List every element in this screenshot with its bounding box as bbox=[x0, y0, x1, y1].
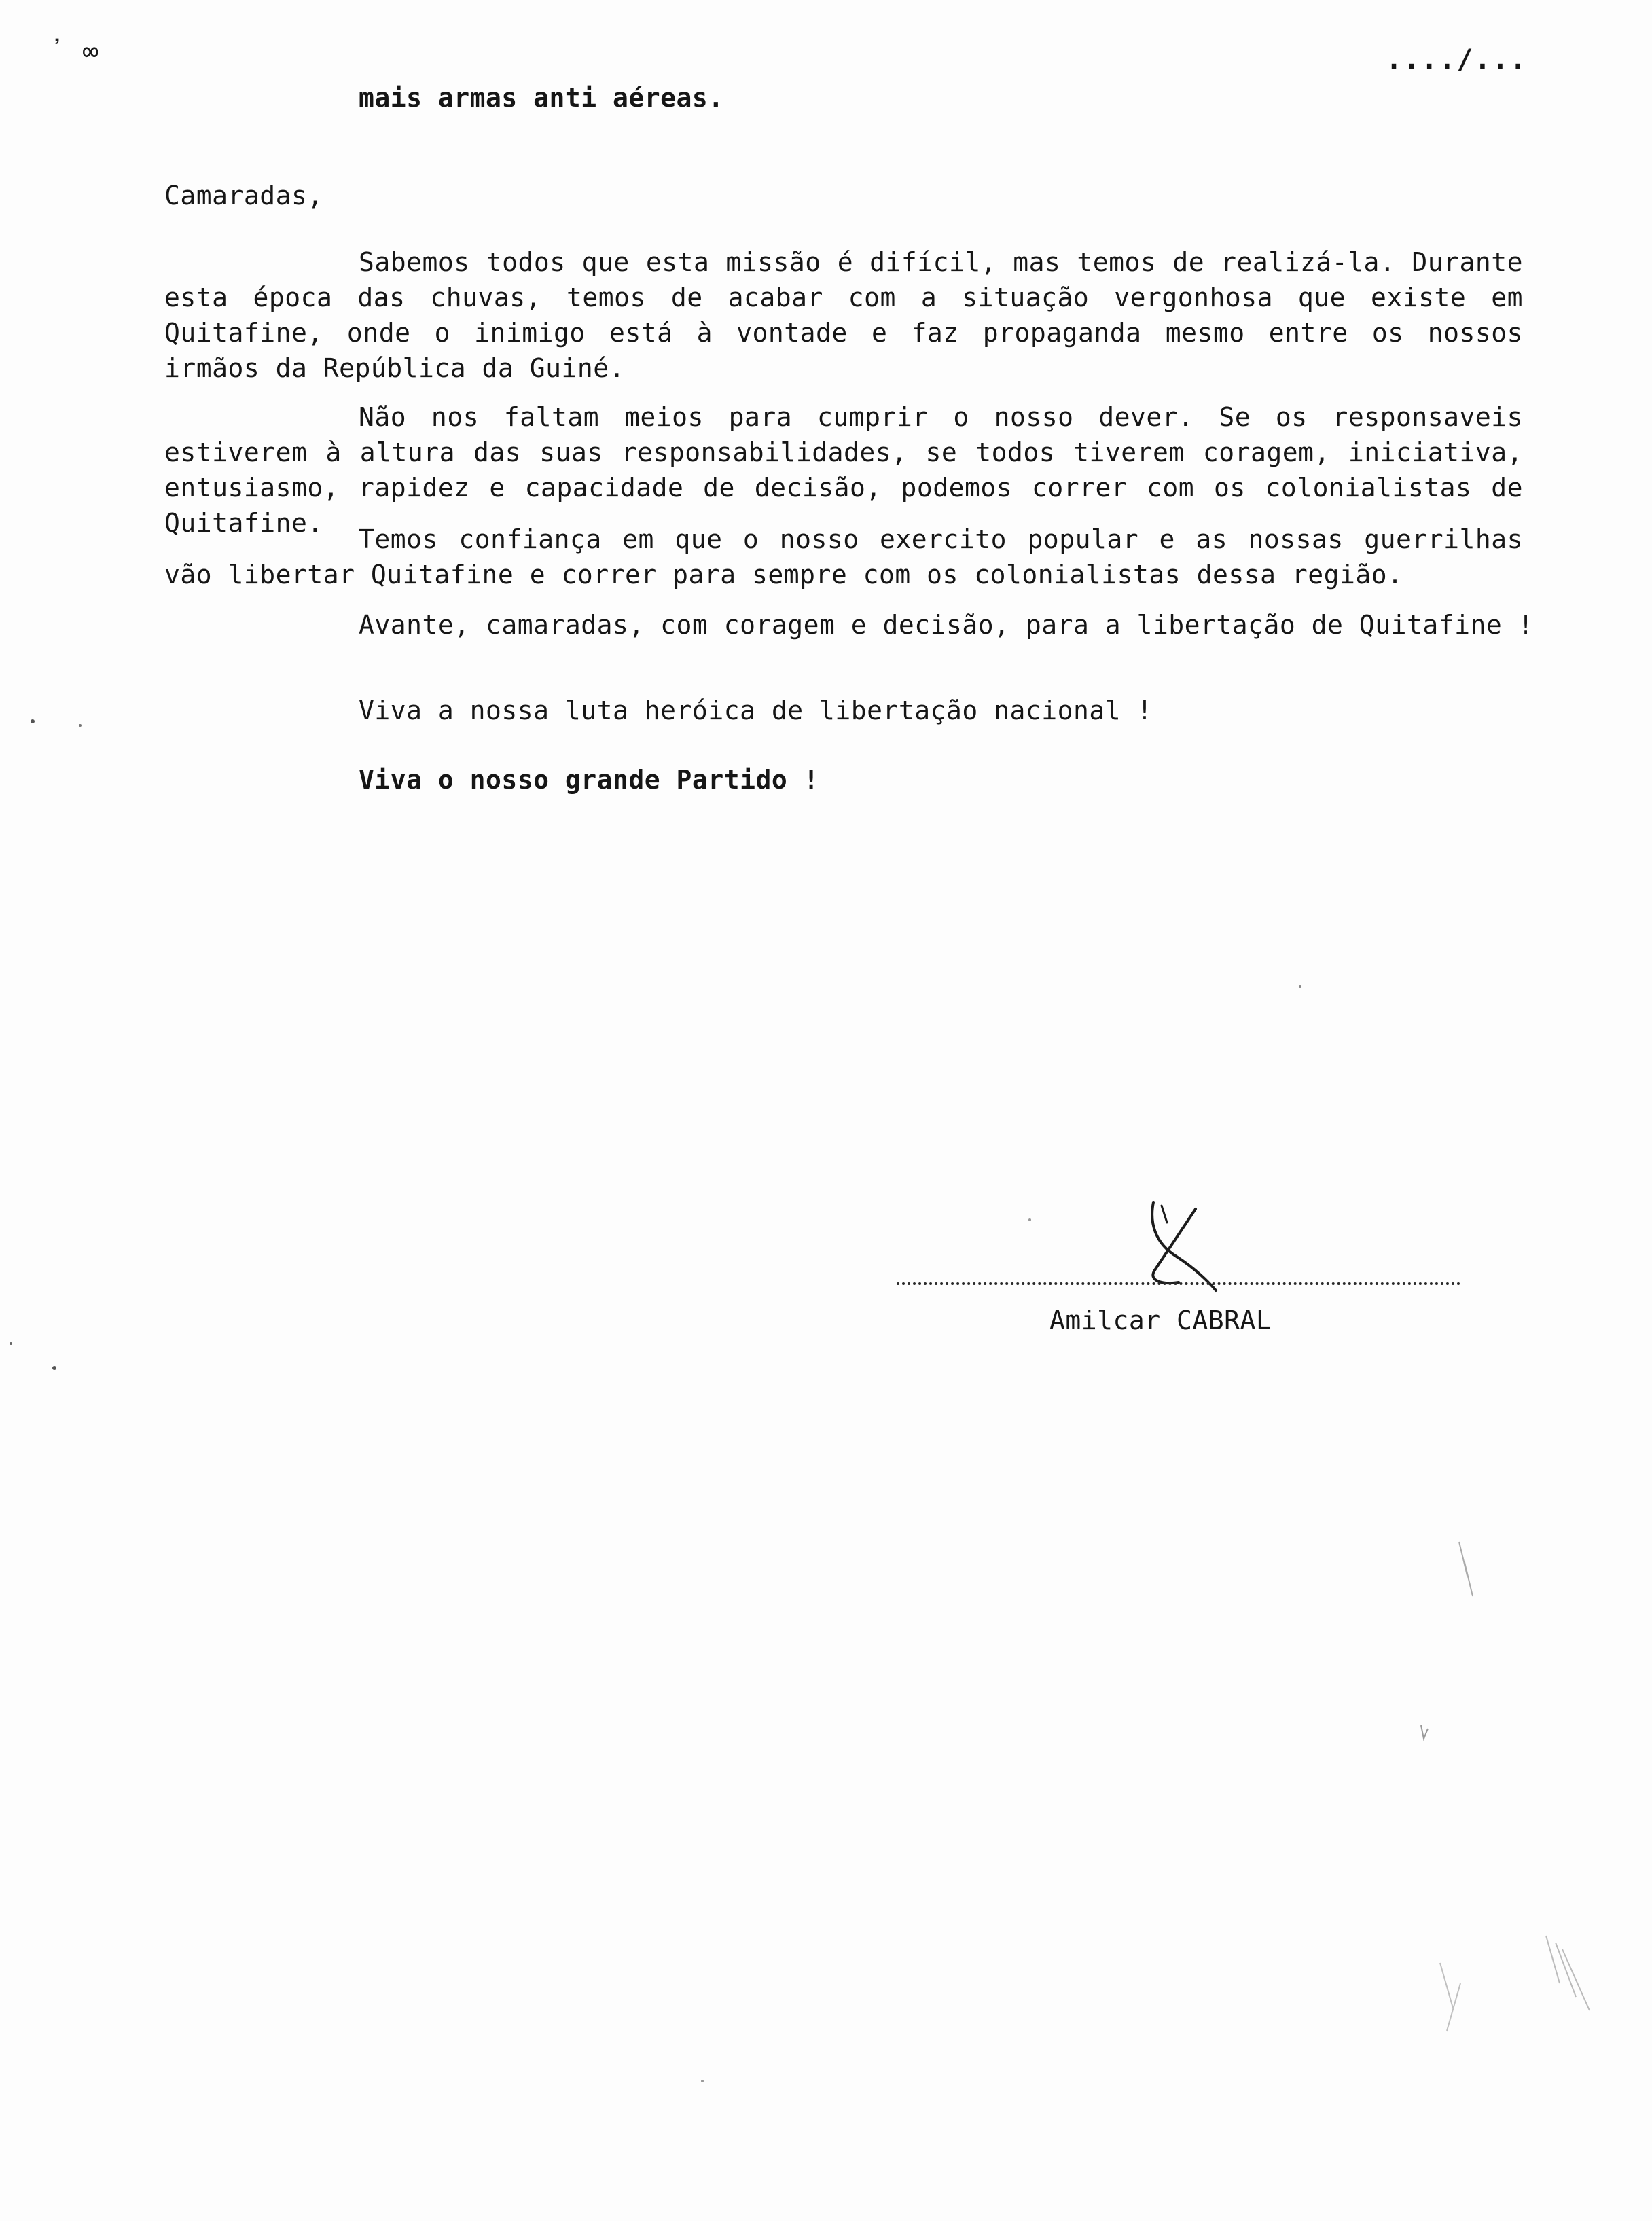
signer-name: Amilcar CABRAL bbox=[1049, 1305, 1272, 1335]
continued-text-line: mais armas anti aéreas. bbox=[359, 83, 724, 113]
corner-mark: ᾿ ∞ bbox=[49, 36, 99, 67]
closing-line-2: Viva a nossa luta heróica de libertação nacional ! bbox=[359, 696, 1153, 725]
page-continuation-mark: ..../... bbox=[1386, 44, 1528, 75]
salutation: Camaradas, bbox=[164, 181, 323, 211]
paragraph-2: Não nos faltam meios para cumprir o nosso dever. Se os responsaveis estiverem à altura das suas responsabilidades, se todos tiverem coragem, iniciativa, entusiasmo, rapidez e capacidade de decisão, podemos correr com os colonialistas de Quitafine. bbox=[164, 402, 1523, 538]
paragraph-3: Temos confiança em que o nosso exercito popular e as nossas guerrilhas vão libertar Quitafine e correr para sempre com os colonialistas dessa região. bbox=[164, 524, 1523, 590]
closing-line-1: Avante, camaradas, com coragem e decisão, para a libertação de Quitafine ! bbox=[359, 610, 1534, 640]
closing-line-3: Viva o nosso grande Partido ! bbox=[359, 765, 819, 795]
paragraph-1: Sabemos todos que esta missão é difícil, mas temos de realizá-la. Durante esta época das chuvas, temos de acabar com a situação vergonhosa que existe em Quitafine, onde o inimigo está à vontade e faz propaganda mesmo entre os nossos irmãos da República da Guiné. bbox=[164, 247, 1523, 383]
